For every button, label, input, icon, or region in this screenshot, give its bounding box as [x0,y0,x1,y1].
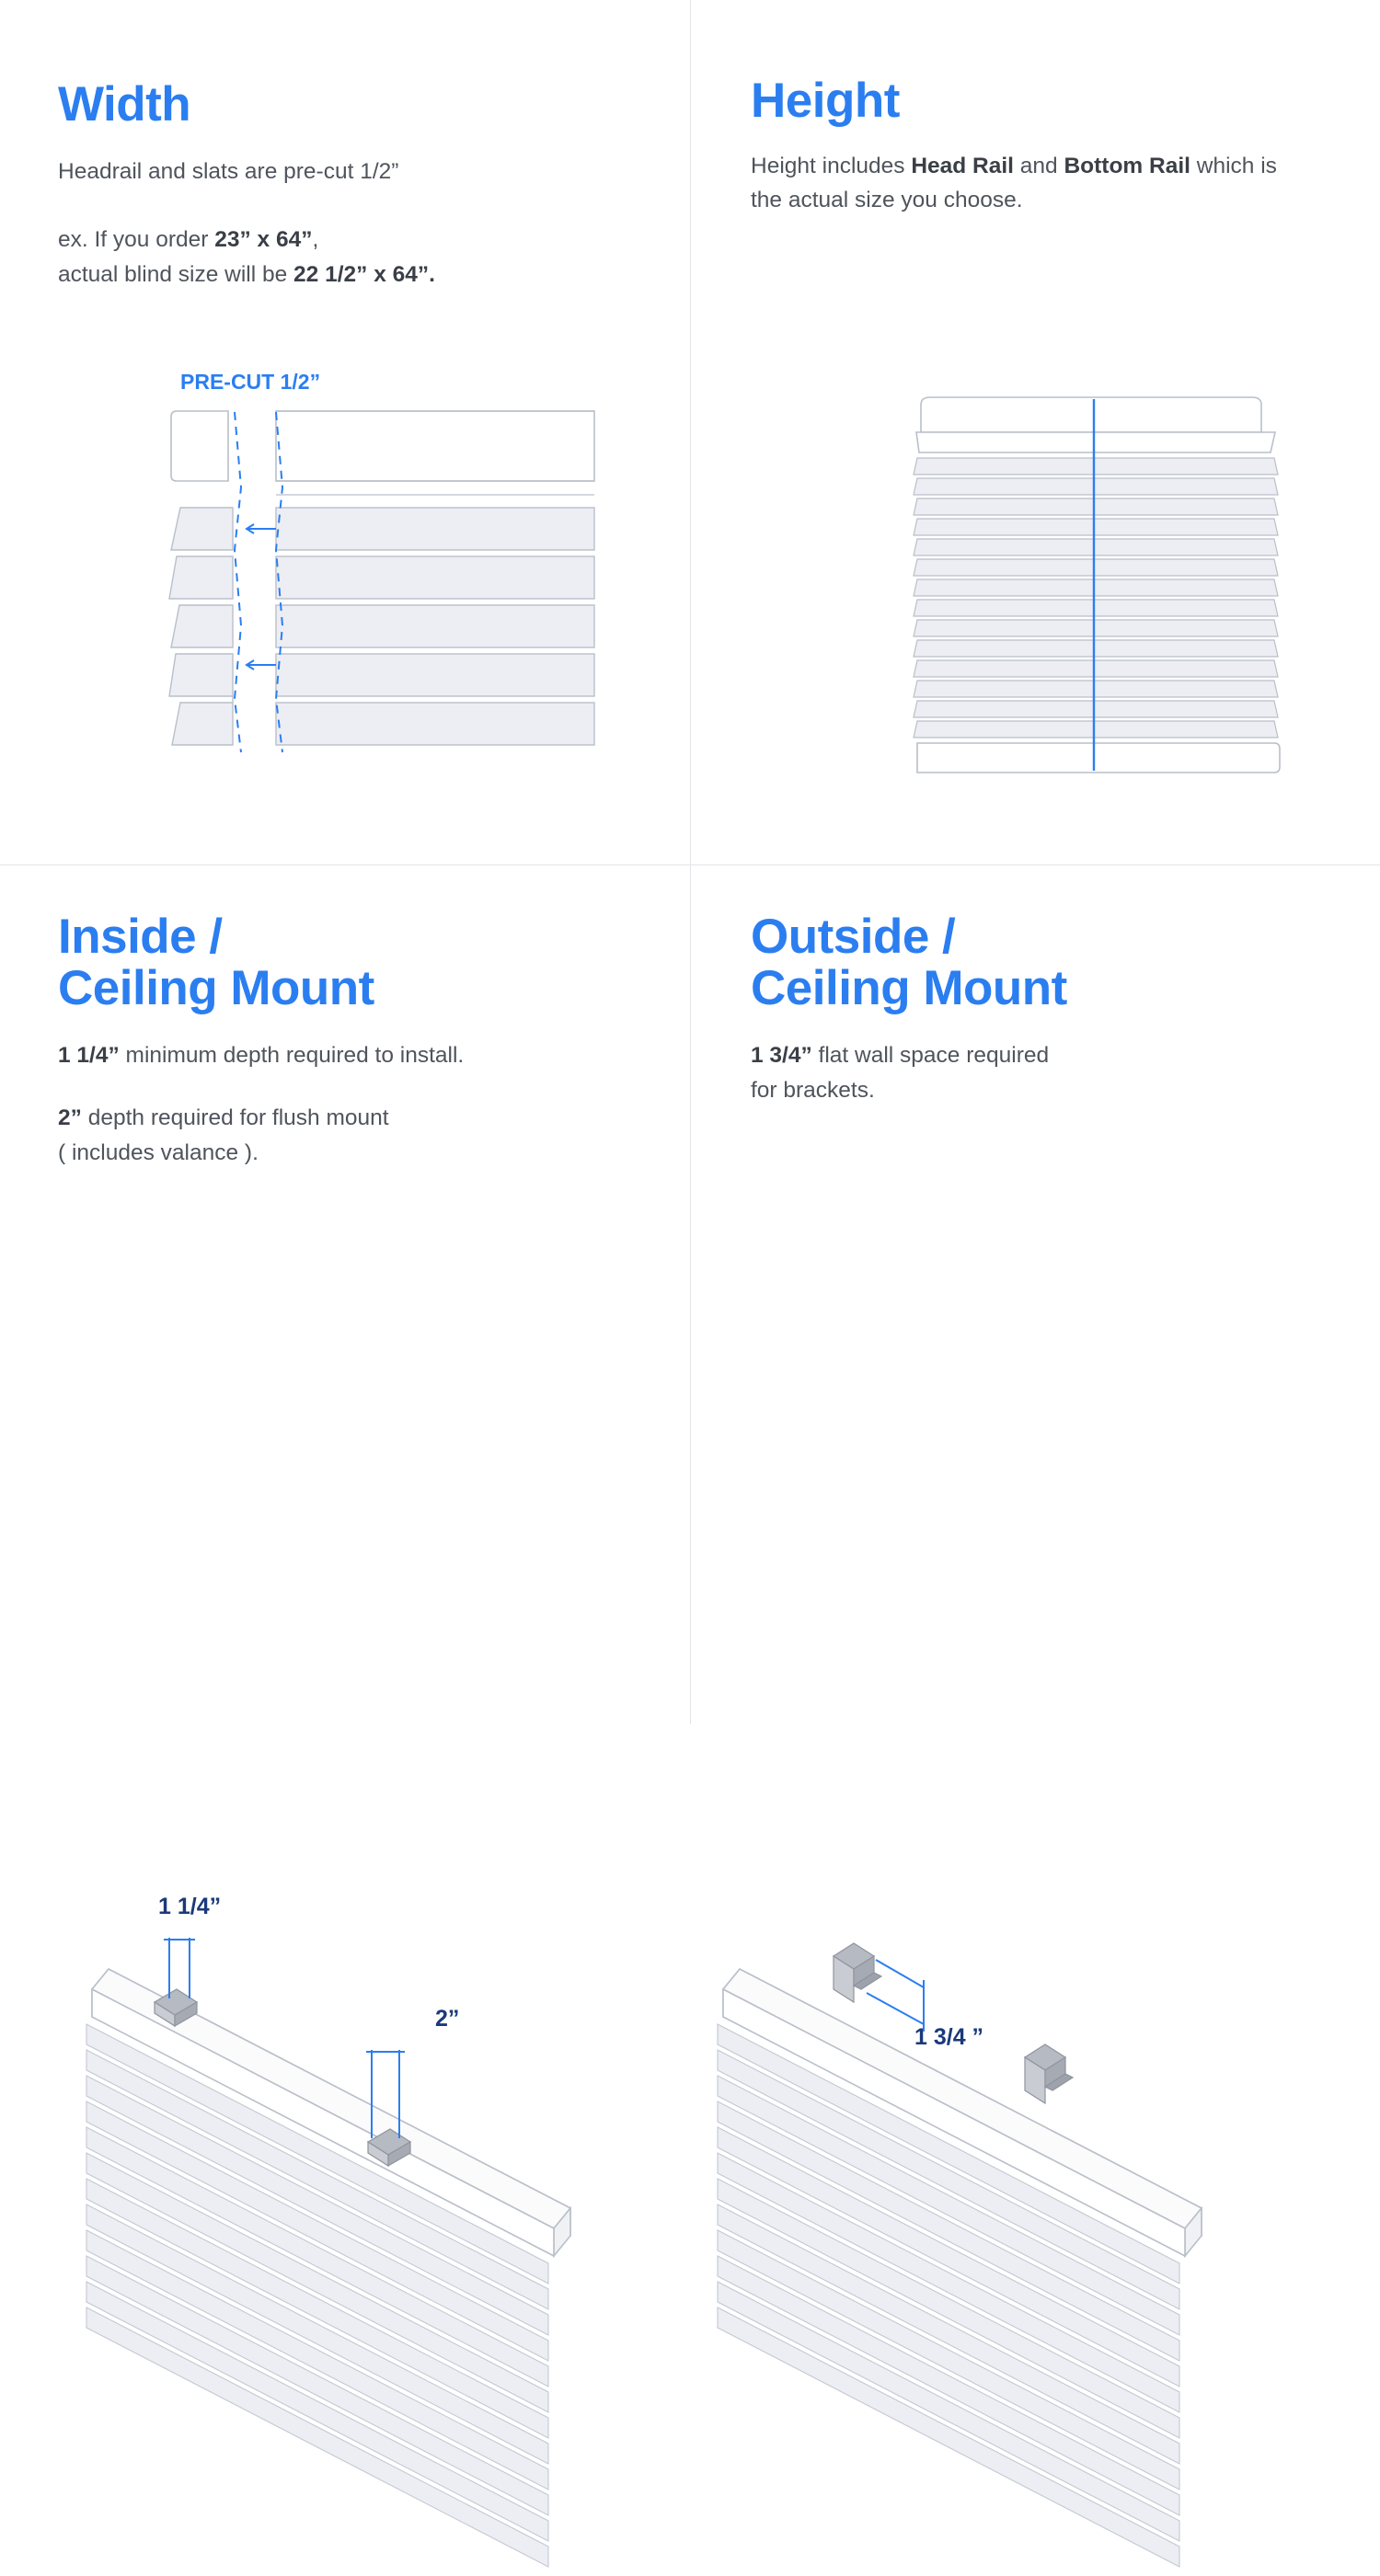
panel-inside-title: Inside / Ceiling Mount [58,910,374,1015]
bracket-icon-1 [834,1943,881,2002]
inside-dim-1-label: 1 1/4” [158,1894,222,1919]
panel-inside-p2: 2” depth required for flush mount ( includes valance ). [58,1105,389,1165]
precut-label: PRE-CUT 1/2” [180,370,321,394]
panel-width-line1: Headrail and slats are pre-cut 1/2” [58,159,399,184]
bracket-icon-2 [1025,2044,1073,2103]
inside-dim-2-label: 2” [435,2006,460,2032]
height-diagram [866,395,1307,782]
panel-inside-mount [0,865,690,2032]
panel-height [691,0,1380,864]
panel-inside-p1: 1 1/4” minimum depth required to install. [58,1043,465,1068]
panel-height-title: Height [751,74,900,128]
panel-width [0,0,690,864]
width-diagram [0,395,690,782]
outside-dim-1-label: 1 3/4 ” [914,2024,984,2050]
outside-mount-diagram [677,1932,1376,2576]
panel-width-example: ex. If you order 23” x 64”, actual blind size will be 22 1/2” x 64”. [58,227,435,287]
panel-width-title: Width [58,77,191,132]
panel-outside-mount [691,865,1380,2050]
panel-height-text: Height includes Head Rail and Bottom Rail which is the actual size you choose. [751,154,1277,212]
panel-outside-title: Outside / Ceiling Mount [751,910,1067,1015]
panel-outside-p1: 1 3/4” flat wall space required for brackets. [751,1043,1050,1103]
inside-mount-diagram [55,1932,690,2576]
